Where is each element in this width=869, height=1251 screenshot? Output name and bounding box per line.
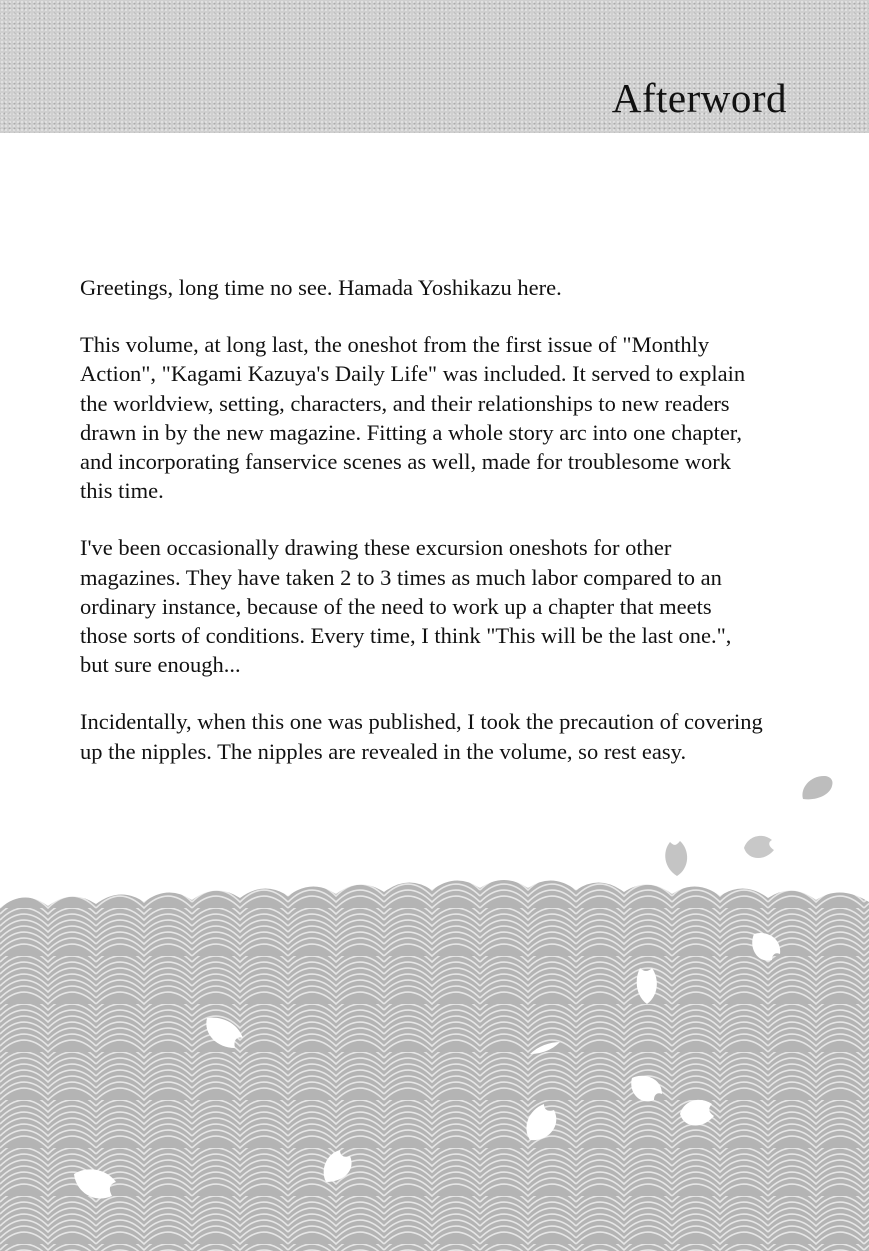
cherry-blossom-petal-icon [628,1072,666,1112]
cherry-blossom-petal-icon [676,1096,716,1132]
cherry-blossom-petal-icon [742,832,776,862]
afterword-body [80,273,810,794]
cherry-blossom-petal-icon [320,1148,356,1184]
cherry-blossom-petal-icon [800,774,836,802]
cherry-blossom-petal-icon [748,930,784,970]
paragraph-greeting: Greetings, long time no see. Hamada Yoshikazu here. [80,275,562,300]
wave-pattern [0,860,869,1251]
cherry-blossom-petal-icon [660,838,694,878]
paragraph-nipples: Incidentally, when this one was published, I took the precaution of covering up the nipples. The nipples are revealed in the volume, so rest easy. [80,709,763,764]
paragraph-excursions: I've been occasionally drawing these excursion oneshots for other magazines. They have taken 2 to 3 times as much labor compared to an ordinary instance, because of the need to work up a chapter that meets those sorts of conditions. Every time, I think "This will be the last one.", but sure enough... [80,535,732,678]
cherry-blossom-petal-icon [528,1040,562,1056]
paragraph-oneshot: This volume, at long last, the oneshot from the first issue of "Monthly Action", "Kagami Kazuya's Daily Life" was included. It served to explain the worldview, setting, characters, and their relationships to new readers drawn in by the new magazine. Fitting a whole story arc into one chapter, and incorporating fanservice scenes as well, made for troublesome work this time. [80,332,746,504]
page-title: Afterword [611,75,787,121]
cherry-blossom-petal-icon [203,1014,247,1052]
cherry-blossom-petal-icon [522,1100,564,1144]
cherry-blossom-petal-icon [72,1164,118,1204]
cherry-blossom-petal-icon [632,966,662,1006]
